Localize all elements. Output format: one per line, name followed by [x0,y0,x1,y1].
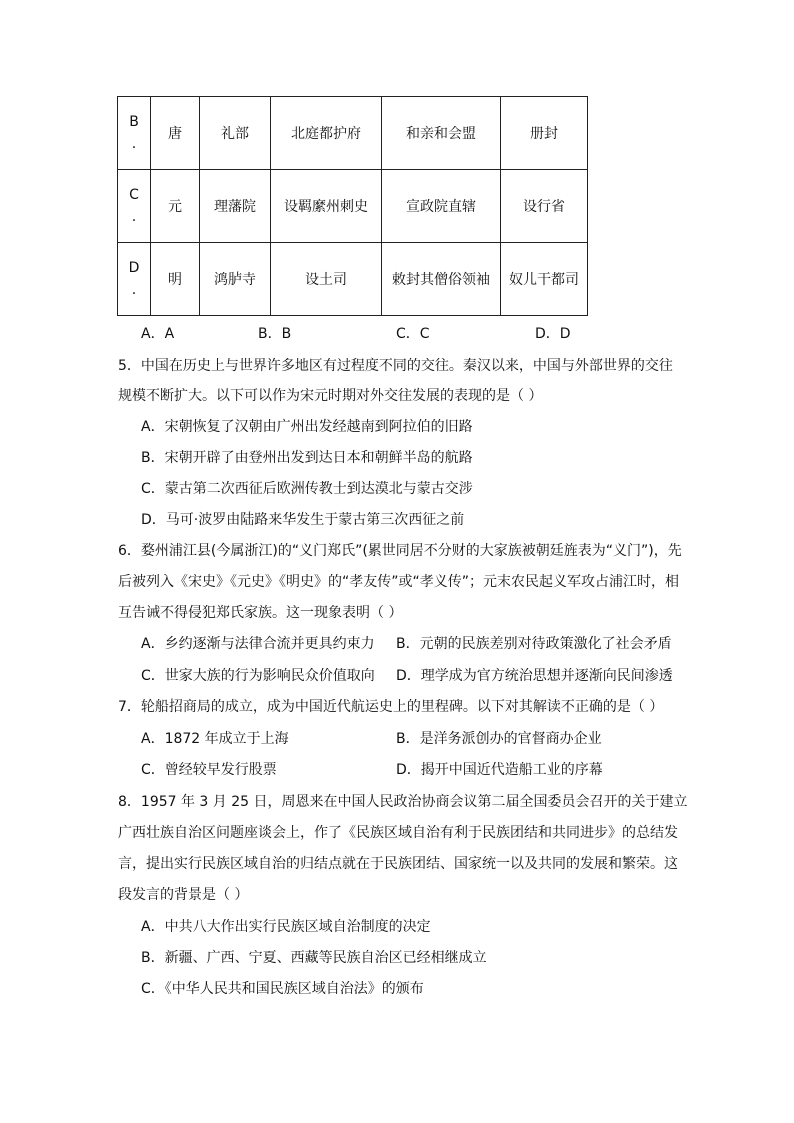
row-dot: . [131,136,137,152]
row-dot: . [131,209,137,225]
row-letter: D [128,260,140,276]
row-letter-cell [118,243,151,316]
q7-option-a[interactable]: A．1872 年成立于上海 [141,731,289,747]
table-cell: 奴儿干都司 [501,243,588,316]
table-cell: 唐 [151,97,200,170]
q7-option-b[interactable]: B．是洋务派创办的官督商办企业 [396,731,602,747]
q5-option-c[interactable]: C．蒙古第二次西征后欧洲传教士到达漠北与蒙古交涉 [141,481,473,497]
table-cell: 设行省 [501,170,588,243]
q4-choice-d[interactable]: D．D [535,326,571,342]
q7-stem-line: 7．轮船招商局的成立，成为中国近代航运史上的里程碑。以下对其解读不正确的是（ ） [118,699,664,715]
q5-stem-line: 规模不断扩大。以下可以作为宋元时期对外交往发展的表现的是（ ） [118,388,543,404]
table-cell: 设土司 [271,243,382,316]
q8-option-b[interactable]: B．新疆、广西、宁夏、西藏等民族自治区已经相继成立 [141,950,487,966]
table-cell: 敕封其僧俗领袖 [382,243,501,316]
q4-choice-c[interactable]: C．C [396,326,430,342]
q7-option-d[interactable]: D．揭开中国近代造船工业的序幕 [396,762,603,778]
row-dot: . [131,282,137,298]
table-row [118,243,588,316]
q8-stem-line: 广西壮族自治区问题座谈会上，作了《民族区域自治有利于民族团结和共同进步》的总结发 [118,825,678,841]
q5-option-a[interactable]: A．宋朝恢复了汉朝由广州出发经越南到阿拉伯的旧路 [141,419,473,435]
q8-option-c[interactable]: C．《中华人民共和国民族区域自治法》的颁布 [141,981,424,997]
options-table [117,96,588,316]
row-letter: B [129,114,139,130]
q6-option-c[interactable]: C．世家大族的行为影响民众价值取向 [141,668,375,684]
q6-option-d[interactable]: D．理学成为官方统治思想并逐渐向民间渗透 [396,668,673,684]
q8-option-a[interactable]: A．中共八大作出实行民族区域自治制度的决定 [141,919,431,935]
table-cell: 宣政院直辖 [382,170,501,243]
row-letter-cell [118,97,151,170]
q6-stem-line: 6．婺州浦江县(今属浙江)的“义门郑氏”(累世同居不分财的大家族被朝廷旌表为“义门”)，先 [118,543,682,559]
table-cell: 明 [151,243,200,316]
q5-stem-line: 5．中国在历史上与世界许多地区有过程度不同的交往。秦汉以来，中国与外部世界的交往 [118,358,673,374]
table-row [118,170,588,243]
q6-option-b[interactable]: B．元朝的民族差别对待政策激化了社会矛盾 [396,636,672,652]
row-letter-cell [118,170,151,243]
table-row [118,97,588,170]
q6-stem-line: 互告诫不得侵犯郑氏家族。这一现象表明（ ） [118,605,403,621]
q7-option-c[interactable]: C．曾经较早发行股票 [141,762,277,778]
table-cell: 设羁縻州刺史 [271,170,382,243]
q6-stem-line: 后被列入《宋史》《元史》《明史》的“孝友传”或“孝义传”；元末农民起义军攻占浦江时，相 [118,574,680,590]
q8-stem-line: 8．1957 年 3 月 25 日，周恩来在中国人民政治协商会议第二届全国委员会召开的关于建立 [118,794,688,810]
q4-choice-b[interactable]: B．B [258,326,292,342]
q5-option-b[interactable]: B．宋朝开辟了由登州出发到达日本和朝鲜半岛的航路 [141,450,473,466]
row-letter: C [129,187,139,203]
q8-stem-line: 言，提出实行民族区域自治的归结点就在于民族团结、国家统一以及共同的发展和繁荣。这 [118,856,678,872]
table-cell: 北庭都护府 [271,97,382,170]
table-cell: 册封 [501,97,588,170]
table-cell: 和亲和会盟 [382,97,501,170]
q8-stem-line: 段发言的背景是（ ） [118,887,249,903]
q5-option-d[interactable]: D．马可·波罗由陆路来华发生于蒙古第三次西征之前 [141,512,465,528]
table-cell: 元 [151,170,200,243]
table-cell: 理藩院 [200,170,271,243]
q6-option-a[interactable]: A．乡约逐渐与法律合流并更具约束力 [141,636,375,652]
table-cell: 鸿胪寺 [200,243,271,316]
table-cell: 礼部 [200,97,271,170]
q4-choice-a[interactable]: A．A [141,326,175,342]
